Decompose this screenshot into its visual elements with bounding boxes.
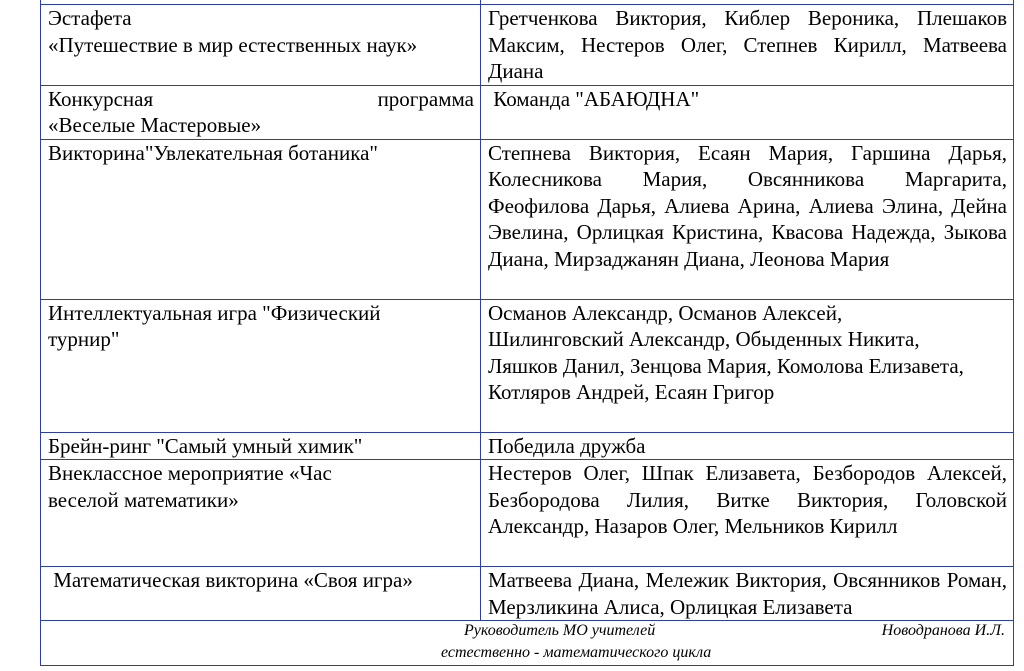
event-name: Интеллектуальная игра "Физический	[48, 300, 381, 325]
participants-cell: Нестеров Олег, Шпак Елизавета, Безбородов Алексей, Безбородова Лилия, Витке Виктория, Головской Александр, Назаров Олег, Мельников Кирилл	[481, 460, 1014, 567]
table-row	[41, 299, 1014, 432]
participants-cell: Команда "АБАЮДНА"	[481, 85, 1014, 139]
event-name: Викторина"Увлекательная ботаника"	[48, 140, 378, 165]
event-name: Внеклассное мероприятие «Час	[48, 461, 332, 485]
participants-line: Котляров Андрей, Есаян Григор	[488, 380, 775, 404]
event-name: Брейн-ринг "Самый умный химик"	[48, 433, 363, 458]
signature-cycle: естественно - математического цикла	[441, 644, 712, 661]
event-subtitle: турнир"	[48, 327, 120, 351]
signature-role: Руководитель МО учителей	[464, 622, 656, 639]
signature-cell	[41, 621, 1014, 666]
event-cell	[41, 5, 481, 86]
event-name: Математическая викторина «Своя игра»	[48, 568, 413, 592]
participants-cell	[481, 299, 1014, 432]
table-row	[41, 460, 1014, 567]
event-cell	[41, 567, 481, 621]
table-row	[41, 567, 1014, 621]
event-subtitle: «Веселые Мастеровые»	[48, 113, 262, 137]
event-cell	[41, 85, 481, 139]
participants-cell: Матвеева Диана, Мележик Виктория, Овсянников Роман, Мерзликина Алиса, Орлицкая Елизавета	[481, 567, 1014, 621]
participants-cell: Гретченкова Виктория, Киблер Вероника, Плешаков Максим, Нестеров Олег, Степнев Кирилл, Матвеева Диана	[481, 5, 1014, 86]
event-cell	[41, 139, 481, 299]
table-row	[41, 432, 1014, 460]
event-cell	[41, 299, 481, 432]
table-row	[41, 85, 1014, 139]
participants-line: Ляшков Данил, Зенцова Мария, Комолова Елизавета,	[488, 353, 964, 378]
table-row	[41, 139, 1014, 299]
event-subtitle: веселой математики»	[48, 487, 239, 512]
participants-line: Шилинговский Александр, Обыденных Никита,	[488, 327, 920, 351]
signature-name: Новодранова И.Л.	[881, 622, 1005, 639]
event-cell	[41, 432, 481, 460]
event-name: Конкурсная программа	[48, 86, 474, 111]
event-name: Эстафета	[48, 6, 132, 30]
event-subtitle: «Путешествие в мир естественных наук»	[48, 32, 418, 57]
signature-row	[41, 621, 1014, 666]
table-row	[41, 5, 1014, 86]
participants-cell: Степнева Виктория, Есаян Мария, Гаршина Дарья, Колесникова Мария, Овсянникова Маргарита, Феофилова Дарья, Алиева Арина, Алиева Элина, Дейна Эвелина, Орлицкая Кристина, Квасова Надежда, Зыкова Диана, Мирзаджанян Диана, Леонова Мария	[481, 139, 1014, 299]
participants-cell: Победила дружба	[481, 432, 1014, 460]
event-cell	[41, 460, 481, 567]
participants-line: Османов Александр, Османов Алексей,	[488, 300, 843, 325]
events-table	[40, 0, 1014, 666]
